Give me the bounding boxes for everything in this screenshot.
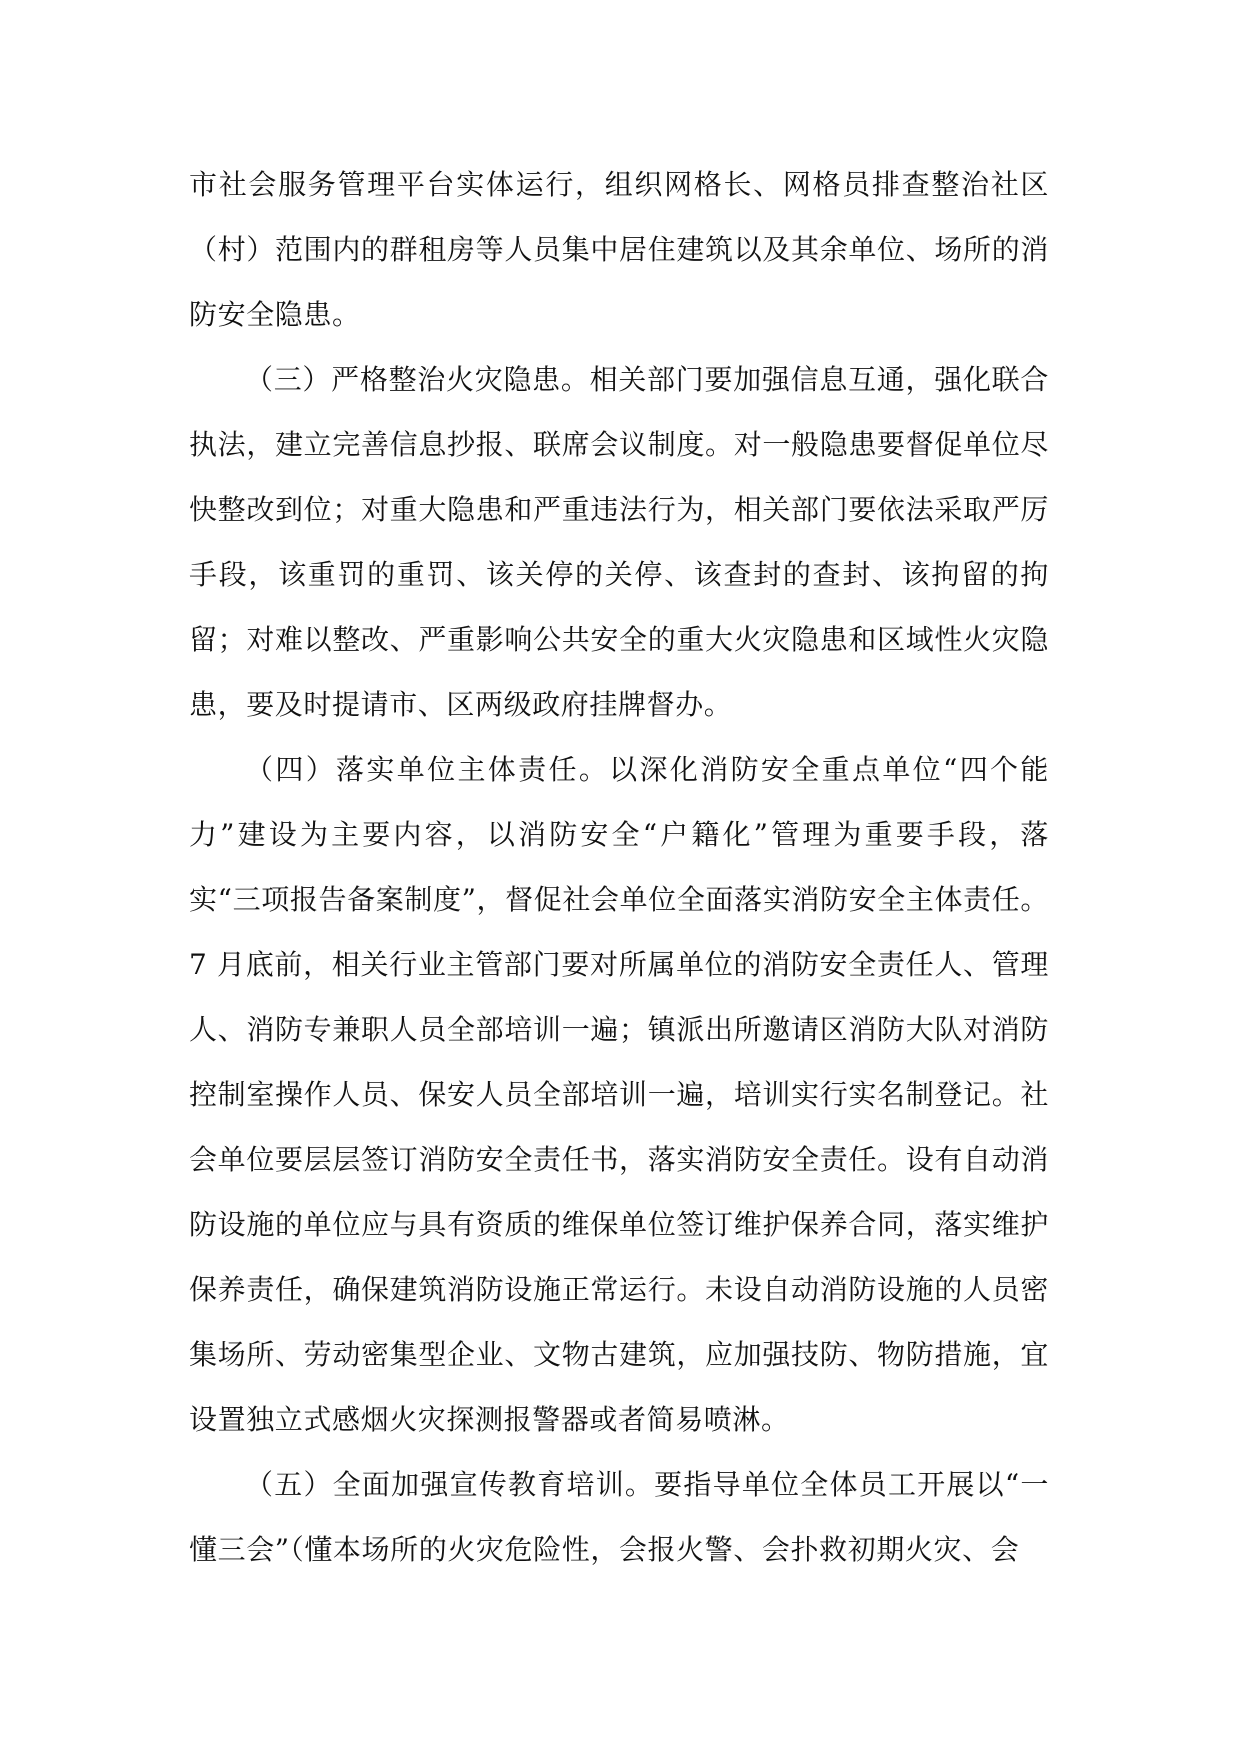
document-body bbox=[189, 152, 1049, 1582]
paragraph-section-5: （五）全面加强宣传教育培训。要指导单位全体员工开展以“一懂三会”（懂本场所的火灾危险性，会报火警、会扑救初期火灾、会 bbox=[189, 1468, 1049, 1566]
paragraph-section-3: （三）严格整治火灾隐患。相关部门要加强信息互通，强化联合执法，建立完善信息抄报、联席会议制度。对一般隐患要督促单位尽快整改到位；对重大隐患和严重违法行为，相关部门要依法采取严厉手段，该重罚的重罚、该关停的关停、该查封的查封、该拘留的拘留；对难以整改、严重影响公共安全的重大火灾隐患和区域性火灾隐患，要及时提请市、区两级政府挂牌督办。 bbox=[189, 363, 1049, 721]
paragraph-section-4: （四）落实单位主体责任。以深化消防安全重点单位“四个能力”建设为主要内容，以消防安全“户籍化”管理为重要手段，落实“三项报告备案制度”，督促社会单位全面落实消防安全主体责任。7 月底前，相关行业主管部门要对所属单位的消防安全责任人、管理人、消防专兼职人员全部培训一遍；镇派出所邀请区消防大队对消防控制室操作人员、保安人员全部培训一遍，培训实行实名制登记。社会单位要层层签订消防安全责任书，落实消防安全责任。设有自动消防设施的单位应与具有资质的维保单位签订维护保养合同，落实维护保养责任，确保建筑消防设施正常运行。未设自动消防设施的人员密集场所、劳动密集型企业、文物古建筑，应加强技防、物防措施，宜设置独立式感烟火灾探测报警器或者简易喷淋。 bbox=[189, 753, 1049, 1436]
paragraph-continuation: 市社会服务管理平台实体运行，组织网格长、网格员排查整治社区（村）范围内的群租房等人员集中居住建筑以及其余单位、场所的消防安全隐患。 bbox=[189, 168, 1049, 331]
